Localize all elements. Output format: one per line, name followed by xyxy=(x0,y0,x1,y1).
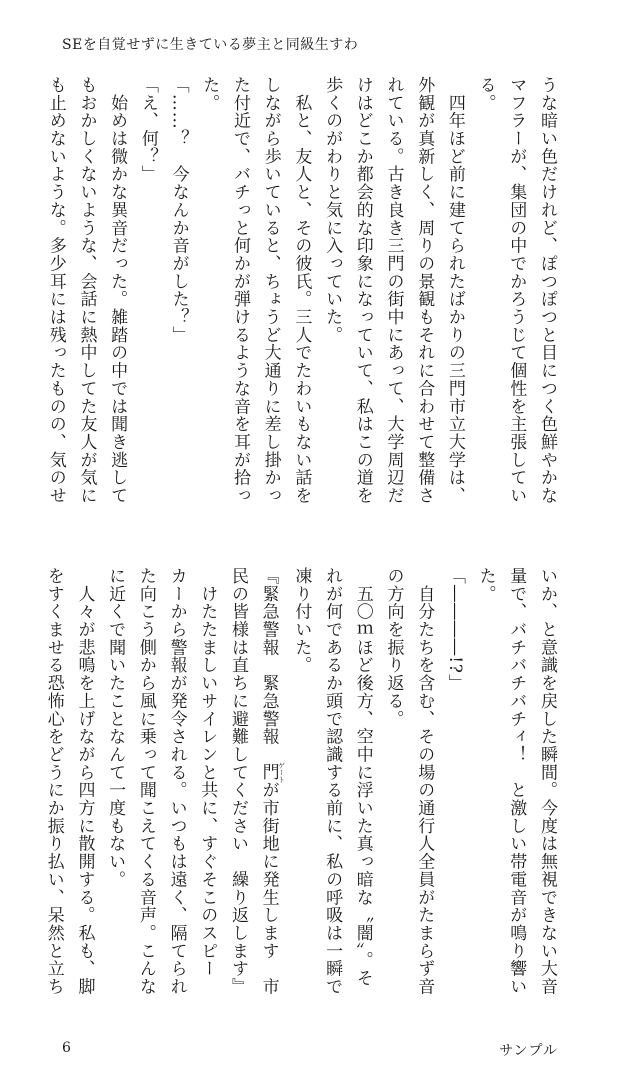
text-line: 四年ほど前に建てられたばかりの三門市立大学は、 xyxy=(444,76,465,505)
text-line: カーから警報が発令される。いつもは遠く、隔てられ xyxy=(166,567,187,996)
text-line: た。 xyxy=(475,567,496,603)
text-line: 『緊急警報 緊急警報 門 ゲートが市街地に発生します 市 xyxy=(258,567,286,996)
text-line: 私と、友人と、その彼氏。三人でたわいもない話を xyxy=(291,76,312,505)
text-line: 「……？ 今なんか音がした？」 xyxy=(168,76,189,344)
text-line: 五〇ｍほど後方、空中に浮いた真っ暗な〝闇〟。そ xyxy=(352,567,373,987)
text-line: うな暗い色だけれど、ぽつぽつと目につく色鮮やかな xyxy=(537,76,557,505)
text-line: けたたましいサイレンと共に、すぐそこのスピー xyxy=(197,567,218,978)
text-line: も止めないような。多少耳には残ったものの、気のせ xyxy=(45,76,66,505)
ruby-annotation: 門 ゲート xyxy=(258,761,286,783)
text-line: 人々が悲鳴を上げながら四方に散開する。私も、脚 xyxy=(74,567,95,996)
text-line: に近くで聞いたことなんて一度もない。 xyxy=(105,567,126,889)
text-line: 凍り付いた。 xyxy=(291,567,312,675)
text-line: もおかしくないような、会話に熱中してた友人が気に xyxy=(76,76,97,505)
text-line: た。 xyxy=(199,76,220,112)
text-line: マフラーが、集団の中でかろうじて個性を主張してい xyxy=(506,76,527,505)
text-line: た向こう側から風に乗って聞こえてくる音声。こんな xyxy=(135,567,156,996)
text-line: れている。古き良き三門の街中にあって、大学周辺だ xyxy=(383,76,404,505)
page-number: 6 xyxy=(62,1040,71,1056)
text-line: いか、と意識を戻した瞬間。今度は無視できない大音 xyxy=(537,567,557,996)
text-line: 始めは微かな異音だった。雑踏の中では聞き逃して xyxy=(107,76,128,505)
text-line: る。 xyxy=(475,76,496,112)
text-line: た付近で、バチっと何かが弾けるような音を耳が拾っ xyxy=(229,76,250,505)
text-line: の方向を振り返る。 xyxy=(383,567,404,728)
text-line: れが何であるか頭で認識する前に、私の呼吸は一瞬で xyxy=(322,567,343,996)
text-line: をすくませる恐怖心をどうにか振り払い、呆然と立ち xyxy=(43,567,64,996)
text-line: しながら歩いていると、ちょうど大通りに差し掛かっ xyxy=(260,76,281,505)
text-line: 自分たちを含む、その場の通行人全員がたまらず音 xyxy=(414,567,435,996)
text-line: 「――――!?」 xyxy=(444,567,465,692)
upper-text-block xyxy=(45,76,562,528)
text-line: 「え、何？」 xyxy=(137,76,158,184)
sample-label: サンプル xyxy=(499,1043,558,1059)
lower-text-block xyxy=(43,567,562,1019)
running-header: SEを自覚せずに生きている夢主と同級生すわ xyxy=(62,37,359,53)
text-line: 量で、バチバチバチィ！ と激しい帯電音が鳴り響い xyxy=(506,567,527,996)
text-line: けはどこか都会的な印象になっていて、私はこの道を xyxy=(352,76,373,505)
text-line: 外観が真新しく、周りの景観もそれに合わせて整備さ xyxy=(414,76,435,505)
text-line: 民の皆様は直ちに避難してください 繰り返します』 xyxy=(227,567,248,996)
ruby-reading: ゲート xyxy=(277,761,286,783)
text-line: 歩くのがわりと気に入っていた。 xyxy=(322,76,343,344)
